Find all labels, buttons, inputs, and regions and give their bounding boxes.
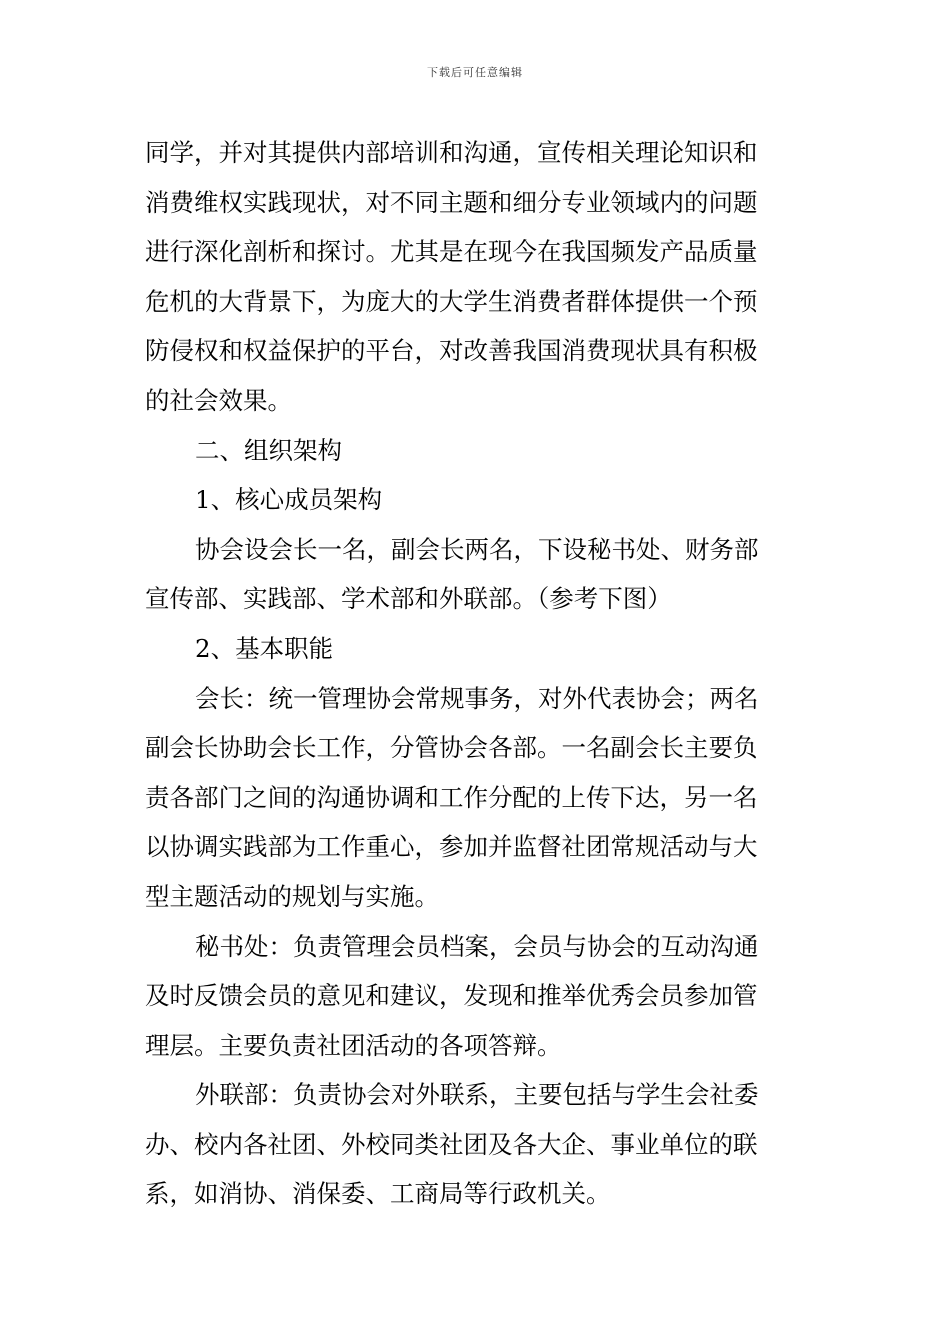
paragraph-external-relations bbox=[145, 1070, 813, 1219]
paragraph-background bbox=[145, 128, 813, 426]
subheading-basic-functions bbox=[145, 624, 813, 674]
text-line: 副会长协助会长工作，分管协会各部。一名副会长主要负 bbox=[145, 733, 758, 763]
section-heading-structure bbox=[145, 426, 813, 476]
text-line: 以协调实践部为工作重心，参加并监督社团常规活动与大 bbox=[145, 832, 758, 862]
text-line: 及时反馈会员的意见和建议，发现和推举优秀会员参加管 bbox=[145, 981, 758, 1011]
text-line: 责各部门之间的沟通协调和工作分配的上传下达，另一名 bbox=[145, 782, 758, 812]
text-line: 理层。主要负责社团活动的各项答辩。 bbox=[145, 1030, 562, 1060]
text-line: 外联部：负责协会对外联系，主要包括与学生会社委 bbox=[195, 1080, 759, 1110]
text-line: 防侵权和权益保护的平台，对改善我国消费现状具有积极 bbox=[145, 336, 758, 366]
text-line: 的社会效果。 bbox=[145, 385, 292, 415]
text-line: 危机的大背景下，为庞大的大学生消费者群体提供一个预 bbox=[145, 286, 758, 316]
text-line: 会长：统一管理协会常规事务，对外代表协会；两名 bbox=[195, 683, 759, 713]
text-line: 协会设会长一名，副会长两名，下设秘书处、财务部 bbox=[195, 534, 759, 564]
document-body bbox=[145, 128, 813, 1219]
paragraph-president bbox=[145, 674, 813, 922]
text-line: 同学，并对其提供内部培训和沟通，宣传相关理论知识和 bbox=[145, 138, 758, 167]
paragraph-core-members bbox=[145, 525, 813, 624]
text-line: 宣传部、实践部、学术部和外联部。（参考下图） bbox=[145, 584, 672, 614]
text-line: 二、组织架构 bbox=[195, 435, 342, 465]
text-line: 消费维权实践现状，对不同主题和细分专业领域内的问题 bbox=[145, 187, 758, 217]
text-line: 系，如消协、消保委、工商局等行政机关。 bbox=[145, 1179, 611, 1209]
text-line: 秘书处：负责管理会员档案，会员与协会的互动沟通 bbox=[195, 931, 759, 961]
text-line: 2、基本职能 bbox=[195, 633, 334, 663]
paragraph-secretariat bbox=[145, 922, 813, 1071]
page-header: 下载后可任意编辑 bbox=[427, 66, 523, 79]
text-line: 型主题活动的规划与实施。 bbox=[145, 881, 439, 911]
text-line: 1、核心成员架构 bbox=[195, 485, 383, 515]
text-line: 办、校内各社团、外校同类社团及各大企、事业单位的联 bbox=[145, 1129, 758, 1159]
text-line: 进行深化剖析和探讨。尤其是在现今在我国频发产品质量 bbox=[145, 237, 758, 267]
subheading-core-members bbox=[145, 475, 813, 525]
